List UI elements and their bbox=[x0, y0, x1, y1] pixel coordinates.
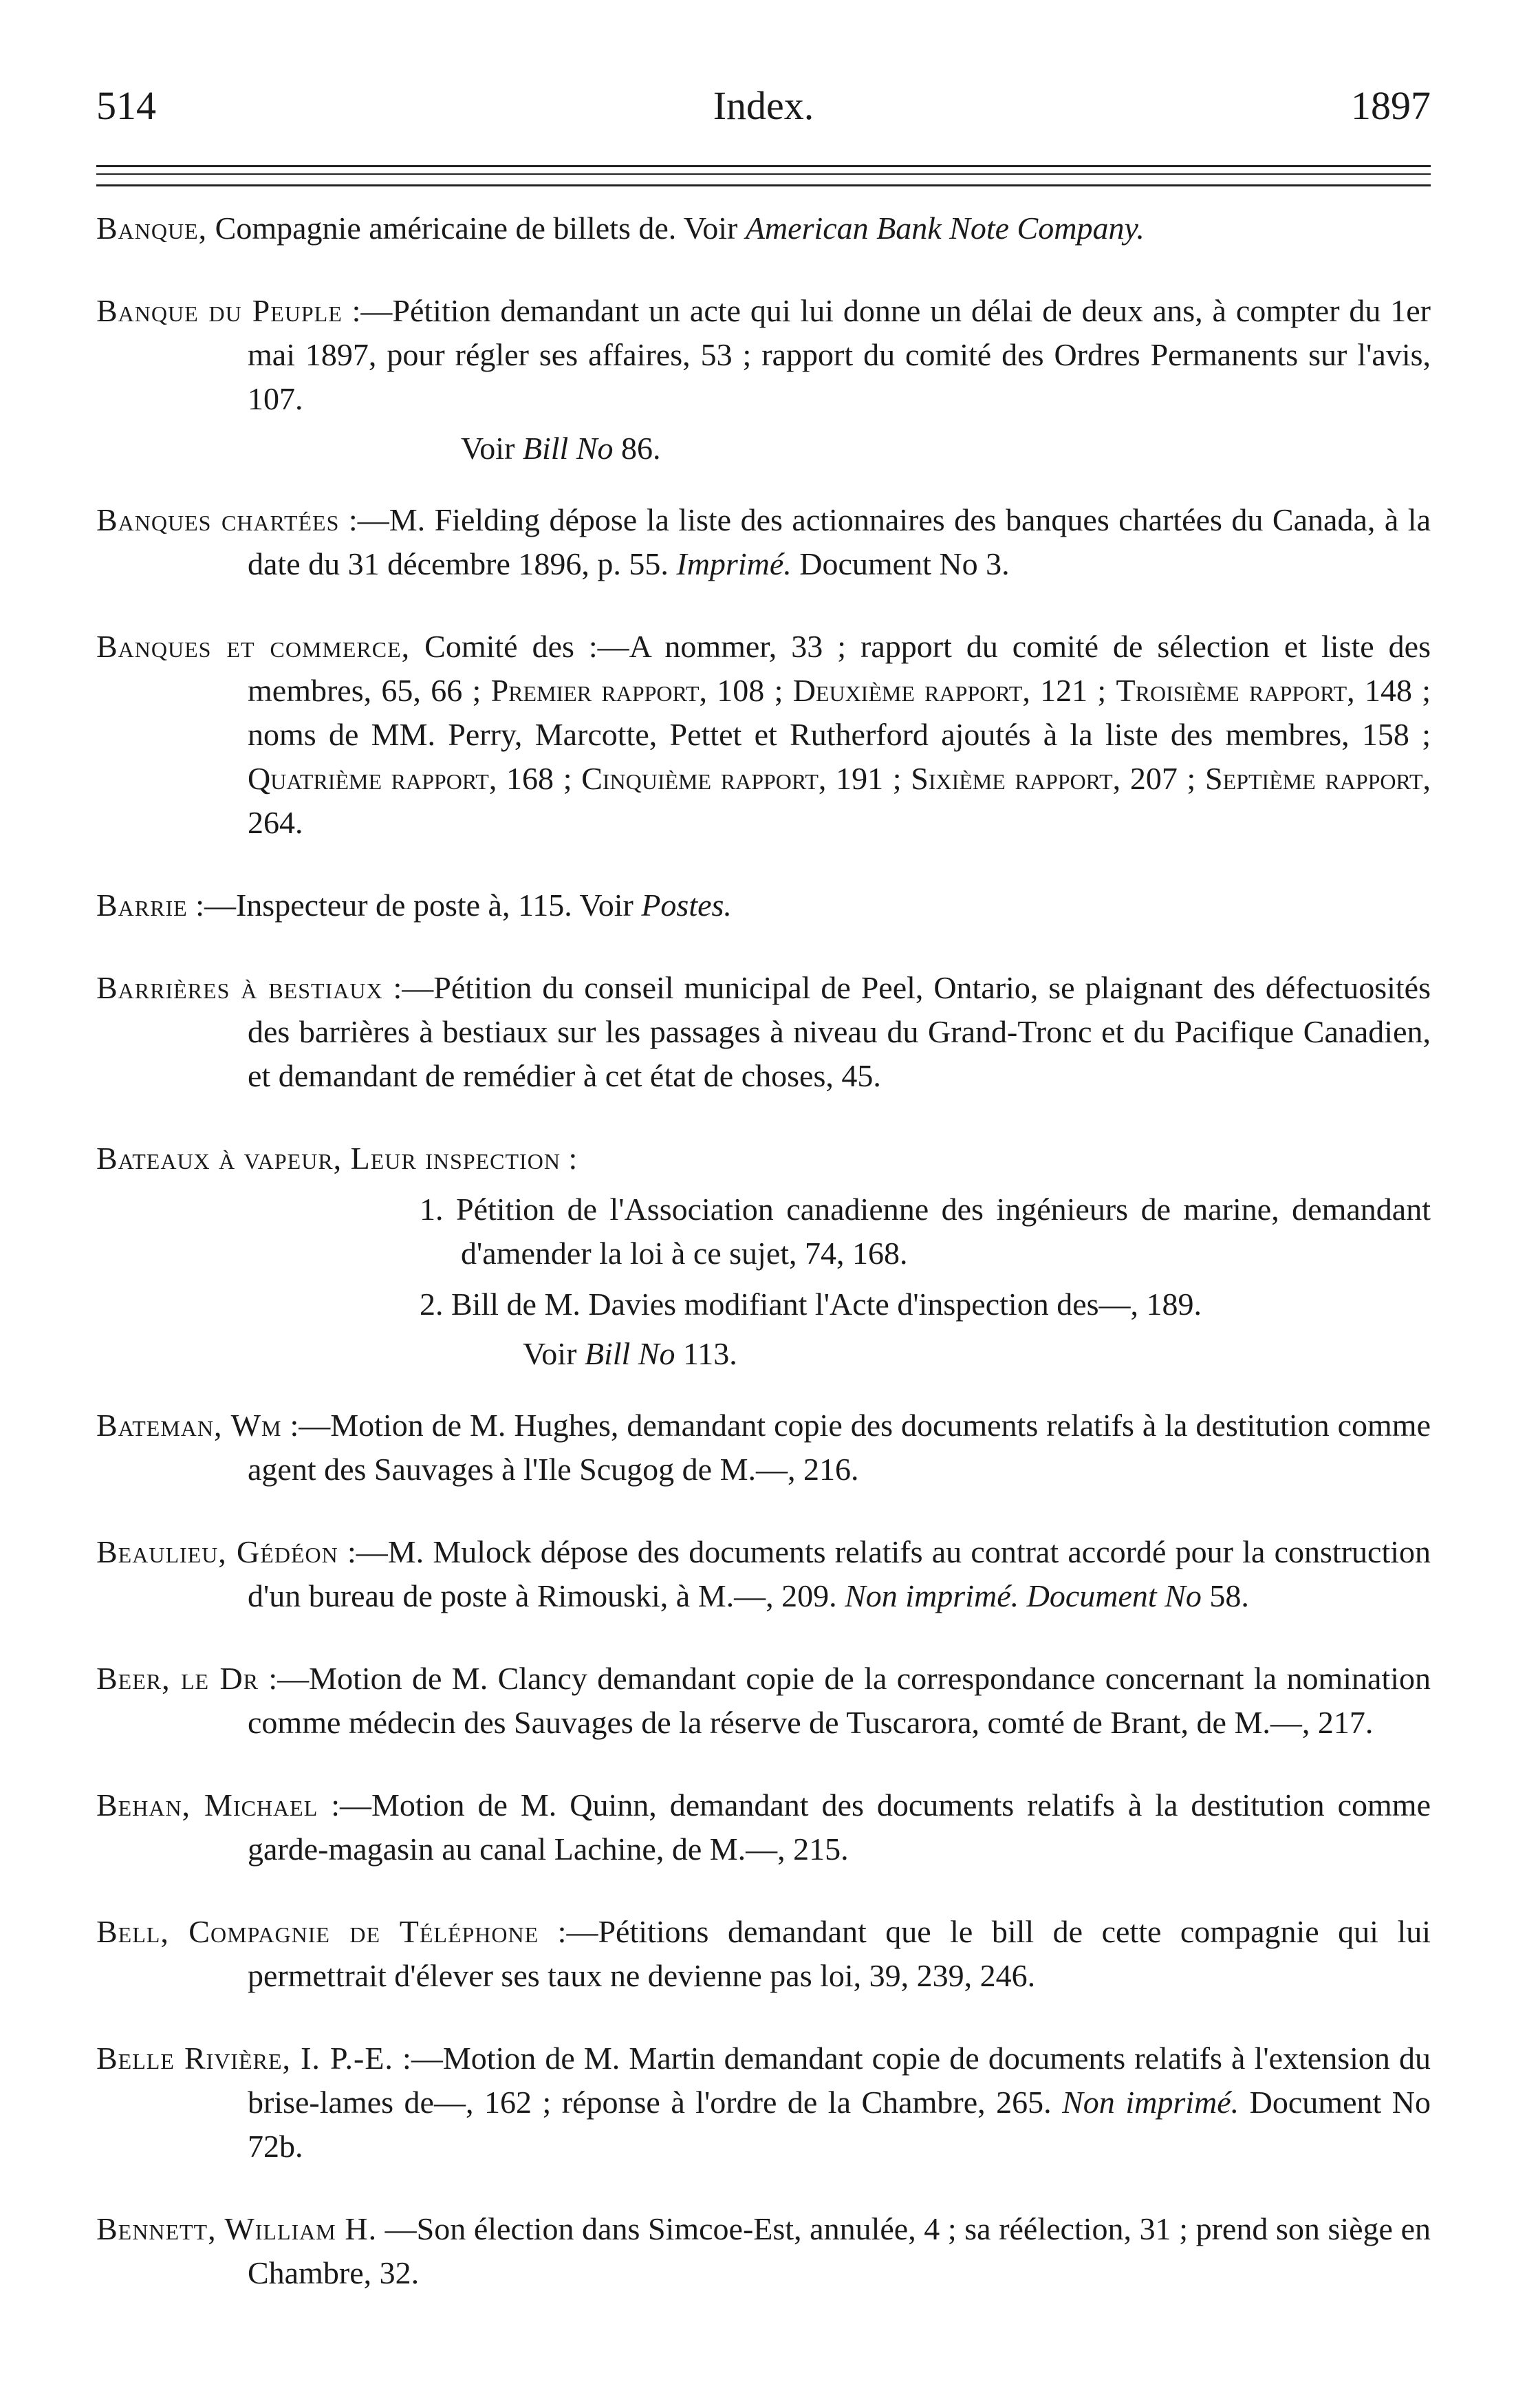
see-also-number: 86. bbox=[621, 431, 661, 466]
index-entry-behan bbox=[96, 1783, 1431, 1871]
entry-headword: Barrie bbox=[96, 888, 188, 923]
index-entry-barrie bbox=[96, 883, 1431, 927]
entry-headword: Belle Rivière, I. P.-E. bbox=[96, 2041, 393, 2076]
report-label: Cinquième rapport bbox=[581, 761, 819, 796]
page-number: 514 bbox=[96, 83, 156, 128]
entry-text: :—Motion de M. Clancy demandant copie de la correspondance concernant la nomination comme médecin des Sauvages de la réserve de Tuscarora, comté de Brant, de M.—, 217. bbox=[248, 1661, 1431, 1740]
entry-tail: Document No 3. bbox=[791, 546, 1010, 581]
page-header bbox=[96, 83, 1431, 144]
index-entry-barrieres-a-bestiaux bbox=[96, 966, 1431, 1098]
index-entry-banque-du-peuple bbox=[96, 289, 1431, 471]
entry-text: :—Pétition du conseil municipal de Peel, Ontario, se plaignant des défectuosités des barrières à bestiaux sur les passages à niveau du Grand-Tronc et du Pacifique Canadien, et demandant de remédier à cet état de choses, 45. bbox=[248, 970, 1431, 1093]
entry-text: , 207 ; bbox=[1112, 761, 1206, 796]
report-label: Troisième rapport bbox=[1116, 673, 1347, 708]
index-entry-bennett bbox=[96, 2207, 1431, 2295]
header-year: 1897 bbox=[1351, 83, 1431, 128]
entry-headword: Behan, Michael bbox=[96, 1787, 318, 1823]
entry-text: , 121 ; bbox=[1022, 673, 1116, 708]
entry-tail: 58. bbox=[1201, 1578, 1249, 1613]
entry-text: Compagnie américaine de billets de. Voir bbox=[207, 211, 746, 246]
see-also bbox=[248, 1332, 1431, 1376]
sub-item-2: 2. Bill de M. Davies modifiant l'Acte d'inspection des—, 189. bbox=[420, 1287, 1202, 1322]
entry-text: :—M. Fielding dépose la liste des actionnaires des banques chartées du Canada, à la date du 31 décembre 1896, p. 55. bbox=[248, 502, 1431, 581]
entry-headword: Bell, Compagnie de Téléphone bbox=[96, 1914, 539, 1949]
entry-reference: American Bank Note Company. bbox=[745, 211, 1145, 246]
entry-headword: Bennett, William H. bbox=[96, 2211, 378, 2246]
header-rule-top bbox=[96, 165, 1431, 167]
entry-headword: Banques et commerce, bbox=[96, 629, 411, 664]
see-also-label: Voir bbox=[523, 1336, 577, 1371]
entry-text: , 264. bbox=[248, 761, 1431, 840]
entry-status: Non imprimé. Document No bbox=[845, 1578, 1202, 1613]
entry-headword: Bateman, Wm bbox=[96, 1408, 282, 1443]
entry-text: :—Pétitions demandant que le bill de cette compagnie qui lui permettrait d'élever ses taux ne devienne pas loi, 39, 239, 246. bbox=[248, 1914, 1431, 1993]
entry-text: Comité des :—A nommer, 33 ; rapport du comité de sélection et liste des membres, 65, 66 ; bbox=[248, 629, 1431, 708]
report-label: Septième rapport bbox=[1205, 761, 1423, 796]
entry-text: :—Motion de M. Martin demandant copie de documents relatifs à l'extension du brise-lames de—, 162 ; réponse à l'ordre de la Chambre, 265. bbox=[248, 2041, 1431, 2120]
see-also-bill: Bill No bbox=[584, 1336, 675, 1371]
report-label: Deuxième rapport bbox=[792, 673, 1023, 708]
header-rule-middle bbox=[96, 173, 1431, 175]
entry-headword: Barrières à bestiaux bbox=[96, 970, 383, 1005]
see-also-label: Voir bbox=[461, 431, 515, 466]
entry-headword: Banque, bbox=[96, 211, 208, 246]
sub-item-1: 1. Pétition de l'Association canadienne des ingénieurs de marine, demandant d'amender la loi à ce sujet, 74, 168. bbox=[420, 1192, 1431, 1271]
index-entry-beaulieu bbox=[96, 1530, 1431, 1618]
entry-headword: Beaulieu, Gédéon bbox=[96, 1534, 338, 1569]
entry-text: , 191 ; bbox=[818, 761, 911, 796]
entry-text: :—Motion de M. Quinn, demandant des documents relatifs à la destitution comme garde-magasin au canal Lachine, de M.—, 215. bbox=[248, 1787, 1431, 1867]
index-entry-belle-riviere bbox=[96, 2036, 1431, 2169]
index-entry-bateman bbox=[96, 1404, 1431, 1492]
index-entry-bateaux-a-vapeur bbox=[96, 1137, 1431, 1376]
entry-reference: Postes. bbox=[641, 888, 732, 923]
entry-status: Imprimé. bbox=[676, 546, 792, 581]
index-entry-bell-telephone bbox=[96, 1910, 1431, 1998]
entry-headword: Banque du Peuple bbox=[96, 293, 343, 328]
index-entry-banques-chartees bbox=[96, 498, 1431, 586]
entry-text: : bbox=[560, 1141, 578, 1176]
entry-text: :—M. Mulock dépose des documents relatifs au contrat accordé pour la construction d'un bureau de poste à Rimouski, à M.—, 209. bbox=[248, 1534, 1431, 1613]
index-entries bbox=[96, 206, 1431, 2334]
report-label: Premier rapport bbox=[490, 673, 700, 708]
entry-text: :—Motion de M. Hughes, demandant copie des documents relatifs à la destitution comme agent des Sauvages à l'Ile Scugog de M.—, 216. bbox=[248, 1408, 1431, 1487]
entry-tail: Document No 72b. bbox=[248, 2085, 1431, 2164]
page-title: Index. bbox=[713, 83, 814, 128]
index-entry-beer bbox=[96, 1657, 1431, 1745]
entry-headword: Beer, le Dr bbox=[96, 1661, 259, 1696]
entry-text: , 168 ; bbox=[488, 761, 582, 796]
see-also-number: 113. bbox=[683, 1336, 737, 1371]
index-entry-banques-et-commerce bbox=[96, 625, 1431, 845]
entry-text: , 148 ; noms de MM. Perry, Marcotte, Pettet et Rutherford ajoutés à la liste des membres, 158 ; bbox=[248, 673, 1431, 752]
entry-text: :—Pétition demandant un acte qui lui donne un délai de deux ans, à compter du 1er mai 1897, pour régler ses affaires, 53 ; rapport du comité des Ordres Permanents sur l'avis, 107. bbox=[248, 293, 1431, 416]
see-also-bill: Bill No bbox=[522, 431, 614, 466]
entry-status: Non imprimé. bbox=[1062, 2085, 1239, 2120]
see-also bbox=[248, 427, 1431, 471]
index-entry-banque bbox=[96, 206, 1431, 250]
entry-text: , 108 ; bbox=[699, 673, 793, 708]
header-rule-bottom bbox=[96, 184, 1431, 186]
entry-text: —Son élection dans Simcoe-Est, annulée, 4 ; sa réélection, 31 ; prend son siège en Chambre, 32. bbox=[248, 2211, 1431, 2290]
entry-headword: Bateaux à vapeur, Leur inspection bbox=[96, 1141, 561, 1176]
report-label: Sixième rapport bbox=[911, 761, 1113, 796]
entry-text: :—Inspecteur de poste à, 115. Voir bbox=[187, 888, 642, 923]
entry-headword: Banques chartées bbox=[96, 502, 340, 537]
report-label: Quatrième rapport bbox=[248, 761, 489, 796]
